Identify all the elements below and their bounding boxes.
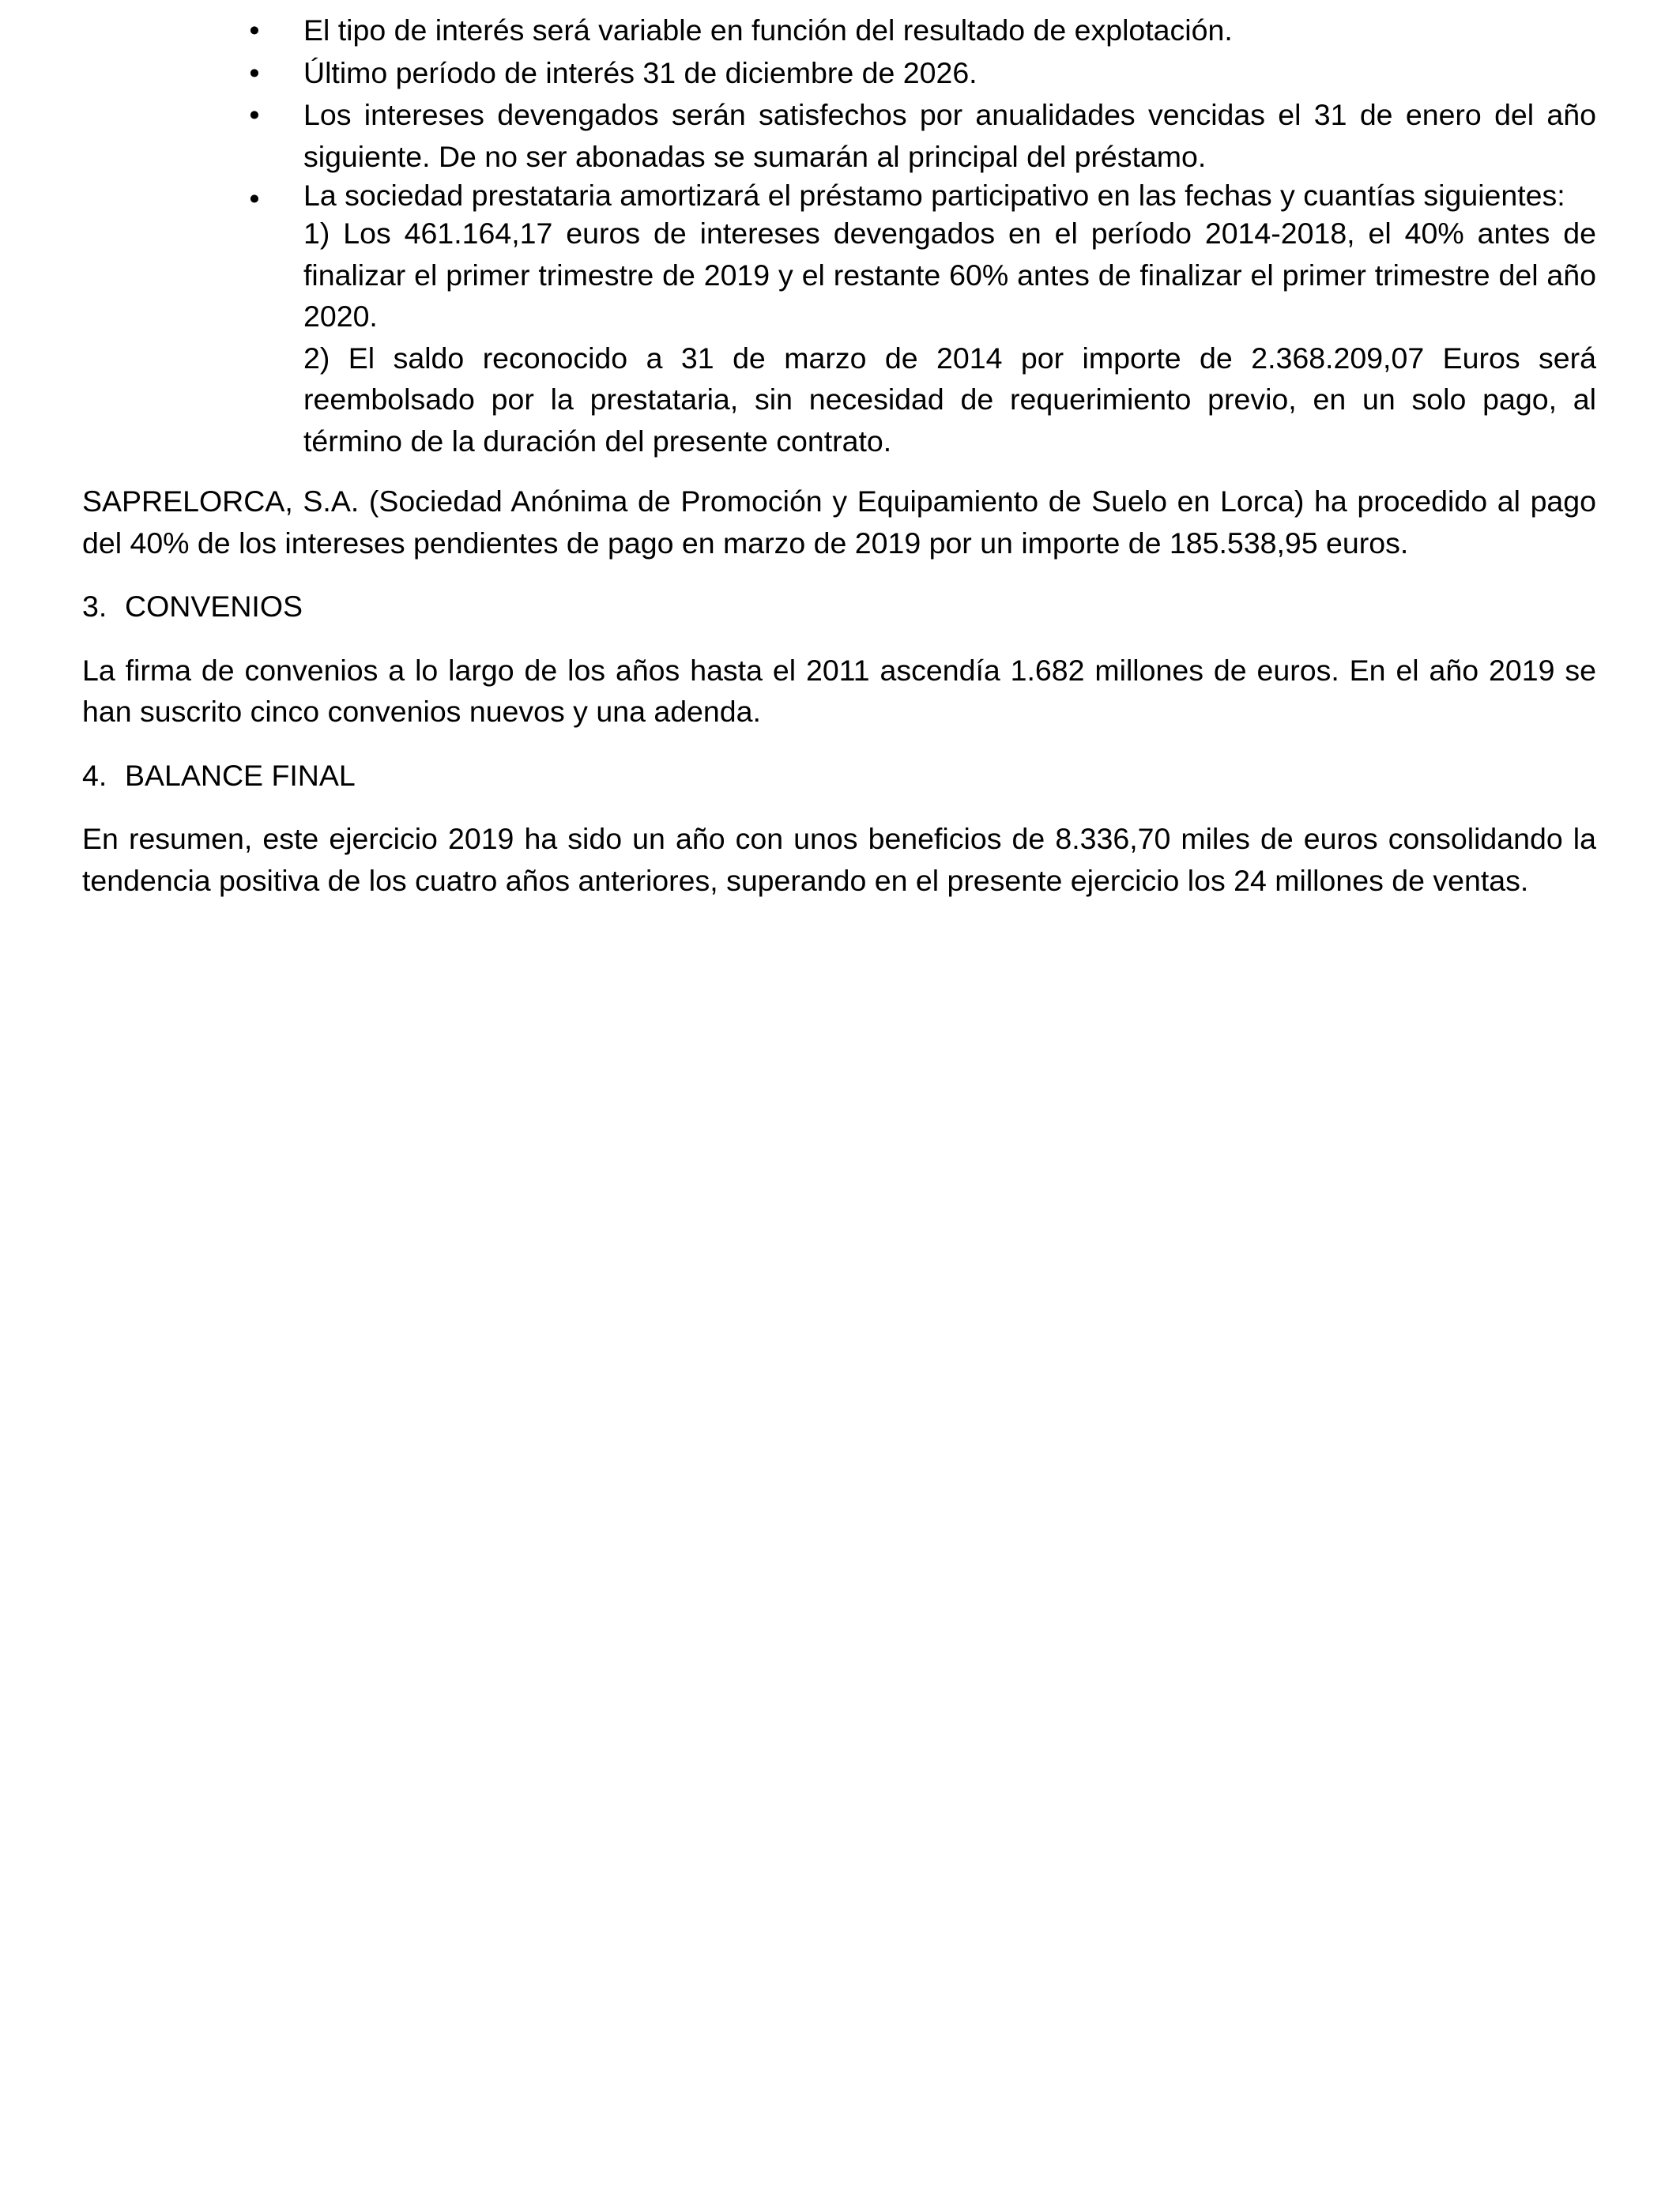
- convenios-paragraph: La firma de convenios a lo largo de los años hasta el 2011 ascendía 1.682 millones de euros. En el año 2019 se han suscrito cinco convenios nuevos y una adenda.: [82, 653, 1596, 728]
- list-item-text: Los intereses devengados serán satisfechos por anualidades vencidas el 31 de enero del año siguiente. De no ser abonadas se sumarán al principal del préstamo.: [303, 98, 1596, 173]
- bullet-icon: •: [249, 182, 260, 215]
- section-number: 3.: [82, 590, 107, 623]
- document-body: [82, 9, 1596, 901]
- balance-paragraph: En resumen, este ejercicio 2019 ha sido un año con unos beneficios de 8.336,70 miles de euros consolidando la tendencia positiva de los cuatro años anteriores, superando en el presente ejercicio los 24 millones de ventas.: [82, 822, 1596, 897]
- list-item: [249, 94, 1596, 177]
- list-item: [249, 178, 1596, 462]
- list-item-text: El tipo de interés será variable en función del resultado de explotación.: [303, 13, 1233, 47]
- bullet-icon: •: [249, 98, 260, 131]
- list-item-text: La sociedad prestataria amortizará el préstamo participativo en las fechas y cuantías siguientes:: [303, 179, 1565, 212]
- list-item: [249, 9, 1596, 51]
- section-heading-balance: [82, 755, 1596, 797]
- loan-conditions-list: [82, 9, 1596, 462]
- section-title: BALANCE FINAL: [125, 758, 356, 792]
- list-item: [249, 52, 1596, 94]
- bullet-icon: •: [249, 55, 260, 89]
- saprelorca-paragraph: SAPRELORCA, S.A. (Sociedad Anónima de Promoción y Equipamiento de Suelo en Lorca) ha procedido al pago del 40% de los intereses pendientes de pago en marzo de 2019 por un importe de 185.538,95 euros.: [82, 484, 1596, 560]
- section-heading-convenios: [82, 586, 1596, 628]
- repayment-principal-clause: 2) El saldo reconocido a 31 de marzo de 2014 por importe de 2.368.209,07 Euros será reembolsado por la prestataria, sin necesidad de requerimiento previo, en un solo pago, al término de la duración del presente contrato.: [303, 341, 1596, 458]
- bullet-icon: •: [249, 13, 260, 47]
- list-item-text: Último período de interés 31 de diciembre de 2026.: [303, 55, 977, 89]
- section-title: CONVENIOS: [125, 590, 303, 623]
- section-number: 4.: [82, 758, 107, 792]
- repayment-interest-clause: 1) Los 461.164,17 euros de intereses devengados en el período 2014-2018, el 40% antes de finalizar el primer trimestre de 2019 y el restante 60% antes de finalizar el primer trimestre del año 2020.: [303, 217, 1596, 333]
